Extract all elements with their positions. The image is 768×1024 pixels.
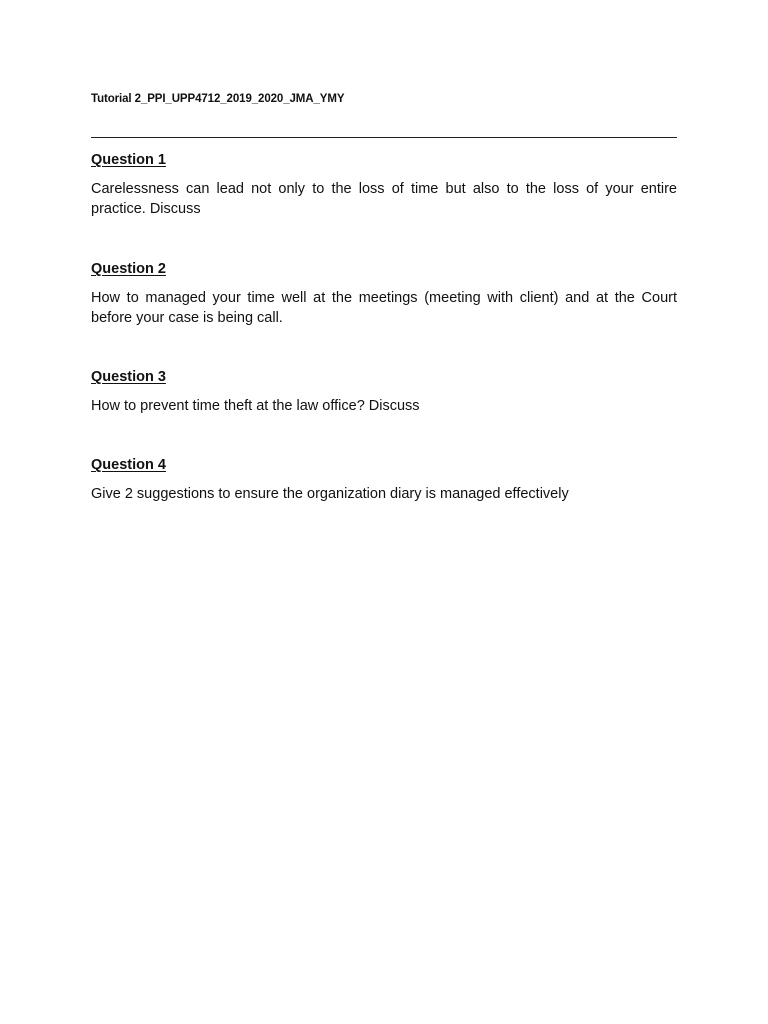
question-heading: Question 2 [91, 261, 166, 277]
question-heading: Question 3 [91, 369, 166, 385]
document-title: Tutorial 2_PPI_UPP4712_2019_2020_JMA_YMY [91, 93, 345, 105]
question-block-1 [91, 151, 677, 219]
question-text: How to prevent time theft at the law office? Discuss [91, 398, 420, 414]
question-block-4 [91, 456, 677, 505]
question-block-2 [91, 260, 677, 328]
question-block-3 [91, 368, 677, 417]
question-heading: Question 1 [91, 152, 166, 168]
question-text: Carelessness can lead not only to the loss of time but also to the loss of your entire practice. Discuss [91, 181, 677, 217]
header-divider [91, 137, 677, 138]
question-heading: Question 4 [91, 457, 166, 473]
question-text: Give 2 suggestions to ensure the organization diary is managed effectively [91, 486, 569, 502]
question-text: How to managed your time well at the meetings (meeting with client) and at the Court before your case is being call. [91, 290, 677, 326]
